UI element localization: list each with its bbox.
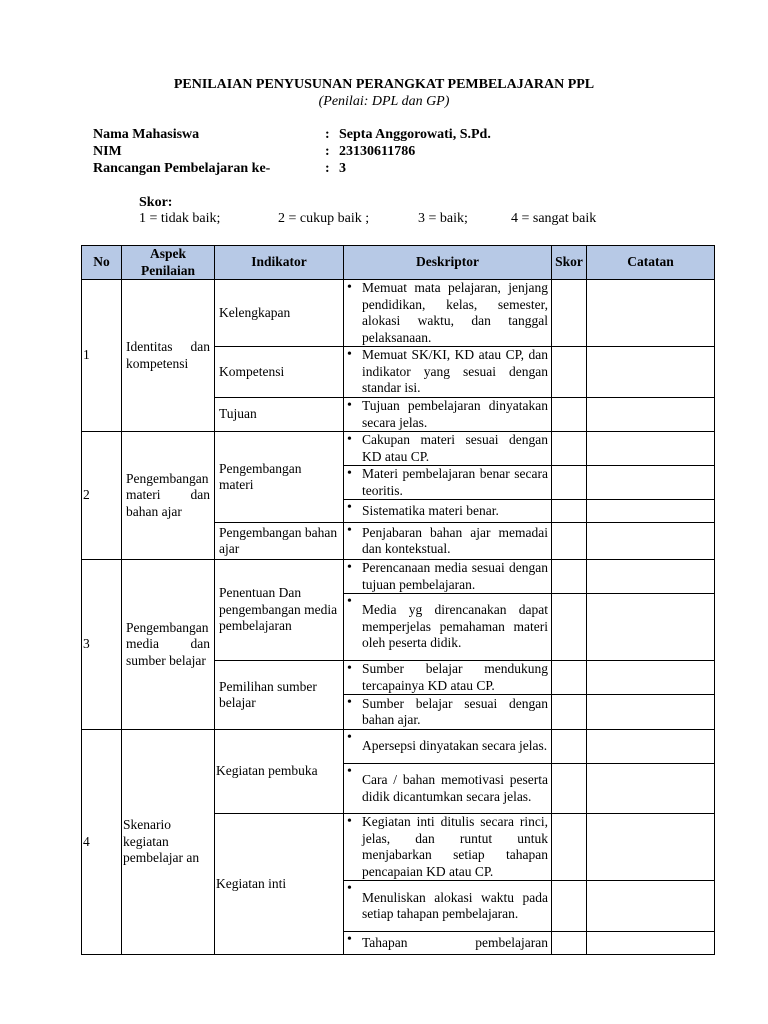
descriptor-cell: • Cakupan materi sesuai dengan KD atau CP.	[344, 432, 552, 466]
aspek-cell: Identitas dan kompetensi	[122, 280, 215, 432]
skor-input-cell[interactable]	[552, 500, 587, 523]
table-row	[82, 560, 715, 594]
skor-heading: Skor:	[139, 195, 173, 210]
info-label-rancangan: Rancangan Pembelajaran ke-	[93, 161, 271, 176]
section-number: 4	[82, 730, 122, 955]
catatan-input-cell[interactable]	[587, 398, 715, 432]
info-label-nim: NIM	[93, 144, 122, 159]
catatan-input-cell[interactable]	[587, 500, 715, 523]
table-row	[82, 730, 715, 764]
document-title: PENILAIAN PENYUSUNAN PERANGKAT PEMBELAJARAN PPL	[173, 77, 595, 92]
indikator-cell: Tujuan	[215, 398, 344, 432]
indikator-cell: Kegiatan pembuka	[215, 730, 344, 814]
skor-scale-1: 1 = tidak baik;	[139, 211, 221, 226]
header-indikator: Indikator	[215, 246, 344, 280]
skor-input-cell[interactable]	[552, 432, 587, 466]
descriptor-cell: • Perencanaan media sesuai dengan tujuan pembelajaran.	[344, 560, 552, 594]
indikator-cell: Kegiatan inti	[215, 814, 344, 955]
skor-input-cell[interactable]	[552, 280, 587, 347]
descriptor-cell: • Sumber belajar sesuai dengan bahan ajar.	[344, 695, 552, 730]
skor-scale-2: 2 = cukup baik ;	[278, 211, 370, 226]
indikator-cell: Kelengkapan	[215, 280, 344, 347]
skor-input-cell[interactable]	[552, 523, 587, 560]
catatan-input-cell[interactable]	[587, 764, 715, 814]
catatan-input-cell[interactable]	[587, 695, 715, 730]
info-value-nim: 23130611786	[339, 144, 416, 159]
skor-input-cell[interactable]	[552, 764, 587, 814]
skor-input-cell[interactable]	[552, 661, 587, 695]
table-header-row	[82, 246, 715, 280]
indikator-cell: Pengembangan bahan ajar	[215, 523, 344, 560]
descriptor-cell: • Sistematika materi benar.	[344, 500, 552, 523]
catatan-input-cell[interactable]	[587, 814, 715, 881]
catatan-input-cell[interactable]	[587, 280, 715, 347]
skor-input-cell[interactable]	[552, 466, 587, 500]
skor-input-cell[interactable]	[552, 695, 587, 730]
info-label-nama: Nama Mahasiswa	[93, 127, 200, 142]
skor-input-cell[interactable]	[552, 932, 587, 955]
section-number: 2	[82, 432, 122, 560]
descriptor-cell: • Memuat SK/KI, KD atau CP, dan indikator yang sesuai dengan standar isi.	[344, 347, 552, 398]
skor-input-cell[interactable]	[552, 730, 587, 764]
aspek-cell: Pengembangan materi dan bahan ajar	[122, 432, 215, 560]
aspek-cell: Skenario kegiatan pembelajar an	[122, 730, 215, 955]
catatan-input-cell[interactable]	[587, 560, 715, 594]
header-no: No	[82, 246, 122, 280]
catatan-input-cell[interactable]	[587, 661, 715, 695]
table-row	[82, 432, 715, 466]
header-aspek: Aspek Penilaian	[122, 246, 215, 280]
descriptor-cell: • Media yg direncanakan dapat memperjelas pemahaman materi oleh peserta didik.	[344, 594, 552, 661]
info-sep-nama: :	[325, 127, 330, 142]
skor-scale-3: 3 = baik;	[418, 211, 468, 226]
descriptor-cell: • Tahapan pembelajaran	[344, 932, 552, 955]
indikator-cell: Penentuan Dan pengembangan media pembelajaran	[215, 560, 344, 661]
catatan-input-cell[interactable]	[587, 594, 715, 661]
catatan-input-cell[interactable]	[587, 466, 715, 500]
catatan-input-cell[interactable]	[587, 432, 715, 466]
skor-input-cell[interactable]	[552, 594, 587, 661]
assessment-table	[81, 245, 715, 955]
info-value-rancangan: 3	[339, 161, 346, 176]
indikator-cell: Pengembangan materi	[215, 432, 344, 523]
catatan-input-cell[interactable]	[587, 881, 715, 932]
skor-input-cell[interactable]	[552, 347, 587, 398]
table-row	[82, 280, 715, 347]
info-sep-rancangan: :	[325, 161, 330, 176]
descriptor-cell: • Cara / bahan memotivasi peserta didik dicantumkan secara jelas.	[344, 764, 552, 814]
descriptor-cell: • Apersepsi dinyatakan secara jelas.	[344, 730, 552, 764]
header-catatan: Catatan	[587, 246, 715, 280]
skor-input-cell[interactable]	[552, 814, 587, 881]
skor-input-cell[interactable]	[552, 560, 587, 594]
section-number: 1	[82, 280, 122, 432]
document-subtitle: (Penilai: DPL dan GP)	[318, 94, 450, 109]
info-sep-nim: :	[325, 144, 330, 159]
descriptor-cell: • Materi pembelajaran benar secara teoritis.	[344, 466, 552, 500]
descriptor-cell: • Penjabaran bahan ajar memadai dan kontekstual.	[344, 523, 552, 560]
skor-input-cell[interactable]	[552, 881, 587, 932]
descriptor-cell: • Tujuan pembelajaran dinyatakan secara jelas.	[344, 398, 552, 432]
skor-input-cell[interactable]	[552, 398, 587, 432]
aspek-cell: Pengembangan media dan sumber belajar	[122, 560, 215, 730]
catatan-input-cell[interactable]	[587, 730, 715, 764]
descriptor-cell: • Sumber belajar mendukung tercapainya KD atau CP.	[344, 661, 552, 695]
header-skor: Skor	[552, 246, 587, 280]
catatan-input-cell[interactable]	[587, 347, 715, 398]
catatan-input-cell[interactable]	[587, 932, 715, 955]
descriptor-cell: • Kegiatan inti ditulis secara rinci, jelas, dan runtut untuk menjabarkan setiap tahapan pencapaian KD atau CP.	[344, 814, 552, 881]
descriptor-cell: • Menuliskan alokasi waktu pada setiap tahapan pembelajaran.	[344, 881, 552, 932]
section-number: 3	[82, 560, 122, 730]
skor-scale-4: 4 = sangat baik	[511, 211, 597, 226]
header-deskriptor: Deskriptor	[344, 246, 552, 280]
indikator-cell: Pemilihan sumber belajar	[215, 661, 344, 730]
catatan-input-cell[interactable]	[587, 523, 715, 560]
descriptor-cell: • Memuat mata pelajaran, jenjang pendidikan, kelas, semester, alokasi waktu, dan tanggal pelaksanaan.	[344, 280, 552, 347]
indikator-cell: Kompetensi	[215, 347, 344, 398]
info-value-nama: Septa Anggorowati, S.Pd.	[339, 127, 491, 142]
